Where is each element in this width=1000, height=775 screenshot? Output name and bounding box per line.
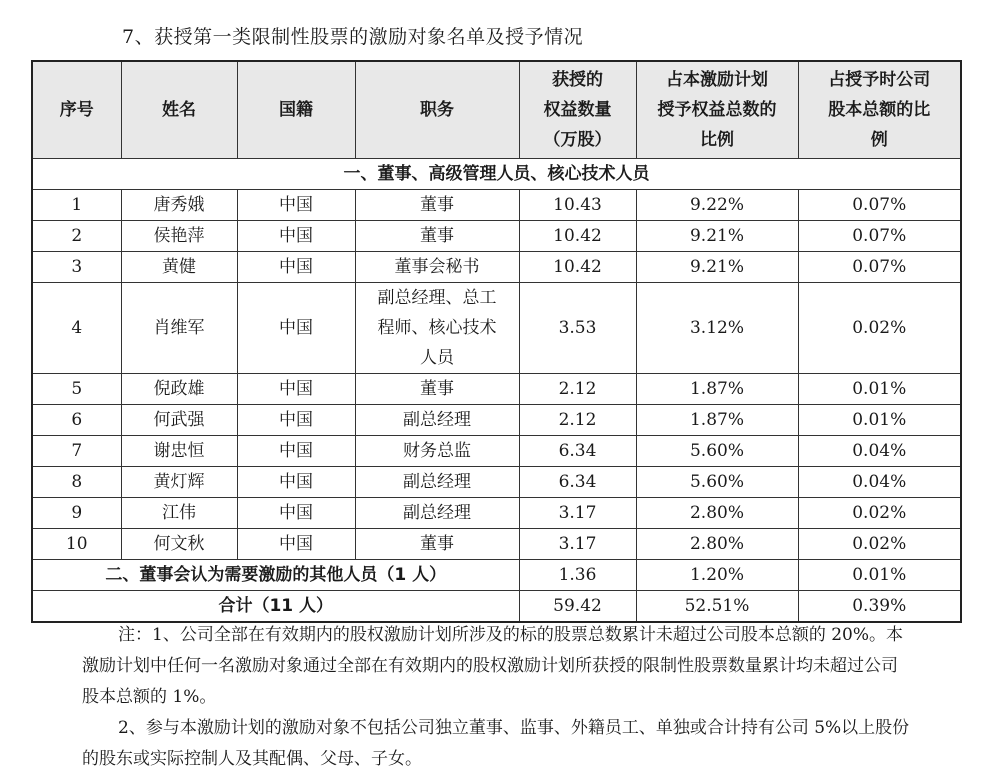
- cell-no: 3: [32, 251, 121, 282]
- cell-pct-plan: 5.60%: [636, 435, 798, 466]
- cell-pct-plan: 1.20%: [636, 559, 798, 590]
- cell-name: 倪政雄: [121, 373, 237, 404]
- cell-pct-plan: 9.21%: [636, 220, 798, 251]
- cell-nationality: 中国: [237, 189, 355, 220]
- cell-name: 侯艳萍: [121, 220, 237, 251]
- cell-no: 1: [32, 189, 121, 220]
- cell-pct-plan: 52.51%: [636, 590, 798, 622]
- cell-shares: 6.34: [519, 466, 636, 497]
- cell-no: 8: [32, 466, 121, 497]
- cell-pct-capital: 0.39%: [798, 590, 961, 622]
- cell-position: 副总经理: [355, 404, 519, 435]
- group2-row: [32, 559, 961, 590]
- notes: [82, 620, 912, 775]
- table-row: [32, 282, 961, 373]
- cell-no: 2: [32, 220, 121, 251]
- cell-position: 董事: [355, 189, 519, 220]
- cell-shares: 6.34: [519, 435, 636, 466]
- table-row: [32, 404, 961, 435]
- cell-pct-plan: 5.60%: [636, 466, 798, 497]
- note-1: 注：1、公司全部在有效期内的股权激励计划所涉及的标的股票总数累计未超过公司股本总额的 20%。本激励计划中任何一名激励对象通过全部在有效期内的股权激励计划所获授的限制性股票数量累计均未超过公司股本总额的 1%。: [82, 625, 904, 707]
- cell-pct-capital: 0.07%: [798, 220, 961, 251]
- table-row: [32, 497, 961, 528]
- cell-pct-plan: 3.12%: [636, 282, 798, 373]
- cell-shares: 59.42: [519, 590, 636, 622]
- total-label: 合计（11 人）: [32, 590, 519, 622]
- cell-name: 谢忠恒: [121, 435, 237, 466]
- header-shares: 获授的 权益数量 （万股）: [519, 61, 636, 158]
- table-row: [32, 251, 961, 282]
- cell-shares: 3.17: [519, 528, 636, 559]
- group-row: [32, 158, 961, 189]
- cell-no: 7: [32, 435, 121, 466]
- cell-pct-plan: 1.87%: [636, 404, 798, 435]
- table-row: [32, 528, 961, 559]
- header-nationality: 国籍: [237, 61, 355, 158]
- cell-nationality: 中国: [237, 373, 355, 404]
- cell-nationality: 中国: [237, 404, 355, 435]
- cell-no: 9: [32, 497, 121, 528]
- header-position: 职务: [355, 61, 519, 158]
- cell-position: 董事会秘书: [355, 251, 519, 282]
- cell-nationality: 中国: [237, 220, 355, 251]
- cell-pct-capital: 0.07%: [798, 189, 961, 220]
- cell-name: 肖维军: [121, 282, 237, 373]
- cell-no: 10: [32, 528, 121, 559]
- cell-name: 何武强: [121, 404, 237, 435]
- cell-shares: 3.53: [519, 282, 636, 373]
- cell-shares: 10.42: [519, 251, 636, 282]
- cell-pct-capital: 0.01%: [798, 404, 961, 435]
- cell-position: 副总经理: [355, 466, 519, 497]
- cell-position: 董事: [355, 373, 519, 404]
- cell-nationality: 中国: [237, 466, 355, 497]
- header-pct-capital: 占授予时公司 股本总额的比 例: [798, 61, 961, 158]
- header-name: 姓名: [121, 61, 237, 158]
- cell-pct-capital: 0.02%: [798, 282, 961, 373]
- cell-pct-capital: 0.02%: [798, 528, 961, 559]
- cell-pct-capital: 0.04%: [798, 435, 961, 466]
- table-header-row: [32, 61, 961, 158]
- cell-no: 4: [32, 282, 121, 373]
- note-2: 2、参与本激励计划的激励对象不包括公司独立董事、监事、外籍员工、单独或合计持有公司 5%以上股份的股东或实际控制人及其配偶、父母、子女。: [82, 718, 910, 769]
- header-pct-plan: 占本激励计划 授予权益总数的 比例: [636, 61, 798, 158]
- header-no: 序号: [32, 61, 121, 158]
- cell-pct-capital: 0.04%: [798, 466, 961, 497]
- group1-label: 一、董事、高级管理人员、核心技术人员: [32, 158, 961, 189]
- group2-label: 二、董事会认为需要激励的其他人员（1 人）: [32, 559, 519, 590]
- cell-name: 唐秀娥: [121, 189, 237, 220]
- cell-position: 副总经理、总工 程师、核心技术 人员: [355, 282, 519, 373]
- cell-name: 黄健: [121, 251, 237, 282]
- cell-pct-plan: 1.87%: [636, 373, 798, 404]
- cell-nationality: 中国: [237, 251, 355, 282]
- cell-pct-capital: 0.01%: [798, 559, 961, 590]
- cell-position: 财务总监: [355, 435, 519, 466]
- cell-shares: 2.12: [519, 404, 636, 435]
- cell-pct-capital: 0.01%: [798, 373, 961, 404]
- cell-shares: 2.12: [519, 373, 636, 404]
- cell-shares: 3.17: [519, 497, 636, 528]
- cell-name: 黄灯辉: [121, 466, 237, 497]
- cell-no: 5: [32, 373, 121, 404]
- cell-shares: 1.36: [519, 559, 636, 590]
- cell-pct-plan: 2.80%: [636, 528, 798, 559]
- section-title: 7、获授第一类限制性股票的激励对象名单及授予情况: [122, 26, 584, 48]
- table-row: [32, 435, 961, 466]
- cell-pct-capital: 0.07%: [798, 251, 961, 282]
- table-row: [32, 466, 961, 497]
- cell-nationality: 中国: [237, 282, 355, 373]
- cell-shares: 10.42: [519, 220, 636, 251]
- cell-name: 江伟: [121, 497, 237, 528]
- cell-pct-capital: 0.02%: [798, 497, 961, 528]
- cell-position: 副总经理: [355, 497, 519, 528]
- cell-name: 何文秋: [121, 528, 237, 559]
- cell-shares: 10.43: [519, 189, 636, 220]
- cell-pct-plan: 9.21%: [636, 251, 798, 282]
- grant-table: [31, 60, 962, 623]
- cell-nationality: 中国: [237, 435, 355, 466]
- table-row: [32, 189, 961, 220]
- cell-no: 6: [32, 404, 121, 435]
- cell-pct-plan: 9.22%: [636, 189, 798, 220]
- cell-position: 董事: [355, 528, 519, 559]
- table-row: [32, 373, 961, 404]
- cell-nationality: 中国: [237, 497, 355, 528]
- table-row: [32, 220, 961, 251]
- cell-nationality: 中国: [237, 528, 355, 559]
- total-row: [32, 590, 961, 622]
- cell-position: 董事: [355, 220, 519, 251]
- cell-pct-plan: 2.80%: [636, 497, 798, 528]
